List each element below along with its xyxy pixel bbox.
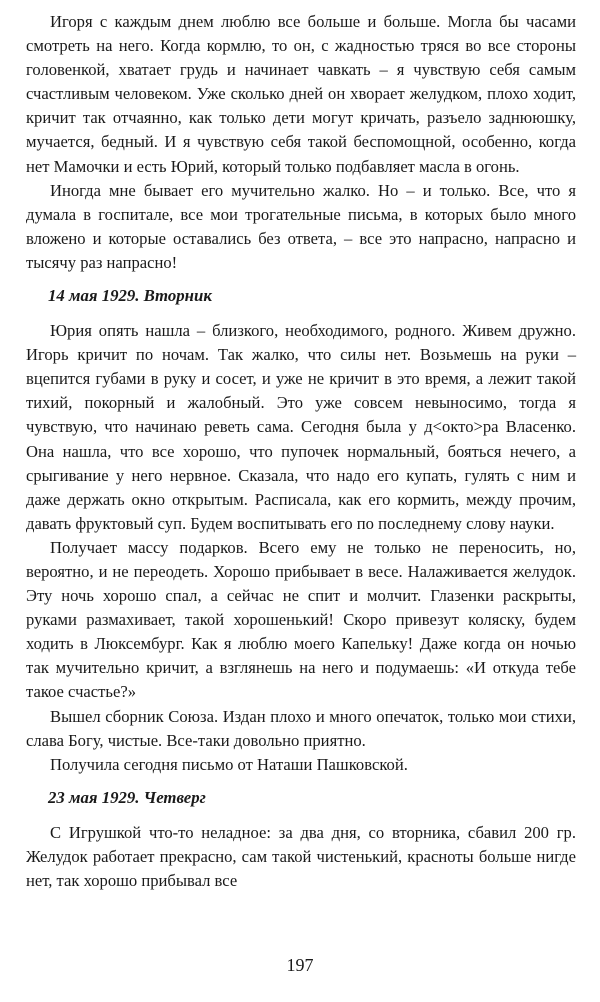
page-number: 197: [286, 955, 314, 975]
diary-date-heading: 23 мая 1929. Четверг: [48, 787, 206, 807]
paragraph: С Игрушкой что-то неладное: за два дня, со вторника, сбавил 200 гр. Желудок работает прекрасно, сам такой чистенький, красноты больше нигде нет, так хорошо прибывал все: [26, 822, 576, 890]
paragraph: Получает массу подарков. Всего ему не только не переносить, но, вероятно, и не переодеть. Хорошо прибывает в весе. Налаживается желудок. Эту ночь хорошо спал, а сейчас не спит и молчит. Глазенки раскрыты, руками размахивает, такой хорошенький! Скоро привезут коляску, будем ходить в Люксембург. Как я люблю моего Капельку! Даже когда он ночью так мучительно кричит, а взглянешь на него и подумаешь: «И откуда тебе такое счастье?»: [26, 537, 576, 702]
diary-date-heading: 14 мая 1929. Вторник: [48, 286, 212, 306]
paragraph: Получила сегодня письмо от Наташи Пашковской.: [50, 754, 408, 774]
paragraph: Иногда мне бывает его мучительно жалко. Но – и только. Все, что я думала в госпитале, все мои трогательные письма, в которых было много вложено и которые оставались без ответа, – все это напрасно, напрасно и тысячу раз напрасно!: [26, 180, 576, 272]
paragraph: Вышел сборник Союза. Издан плохо и много опечаток, только мои стихи, слава Богу, чистые. Все-таки довольно приятно.: [26, 706, 576, 750]
paragraph: Юрия опять нашла – близкого, необходимого, родного. Живем дружно. Игорь кричит по ночам. Так жалко, что силы нет. Возьмешь на руки – вцепится губами в руку и сосет, и уже не кричит в это время, а лежит такой тихий, покорный и жалобный. Это уже совсем невыносимо, тогда я чувствую, что начинаю реветь сама. Сегодня была у д<окто>ра Власенко. Она нашла, что все хорошо, что пупочек нормальный, бояться нечего, а срыгивание у него нервное. Сказала, что надо его купать, гулять с ним и даже держать окно открытым. Расписала, как его кормить, между прочим, давать фруктовый суп. Будем воспитывать его по последнему слову науки.: [26, 321, 576, 533]
book-page: [26, 10, 576, 893]
paragraph: Игоря с каждым днем люблю все больше и больше. Могла бы часами смотреть на него. Когда кормлю, то он, с жадностью тряся во все стороны головенкой, хватает грудь и начинает чавкать – я чувствую себя самым счастливым человеком. Уже сколько дней он хворает желудком, плохо ходит, кричит так отчаянно, как только дети могут кричать, разъело заднююшку, мучается, бедный. И я чувствую себя такой беспомощной, особенно, когда нет Мамочки и есть Юрий, который только подбавляет масла в огонь.: [26, 12, 576, 176]
